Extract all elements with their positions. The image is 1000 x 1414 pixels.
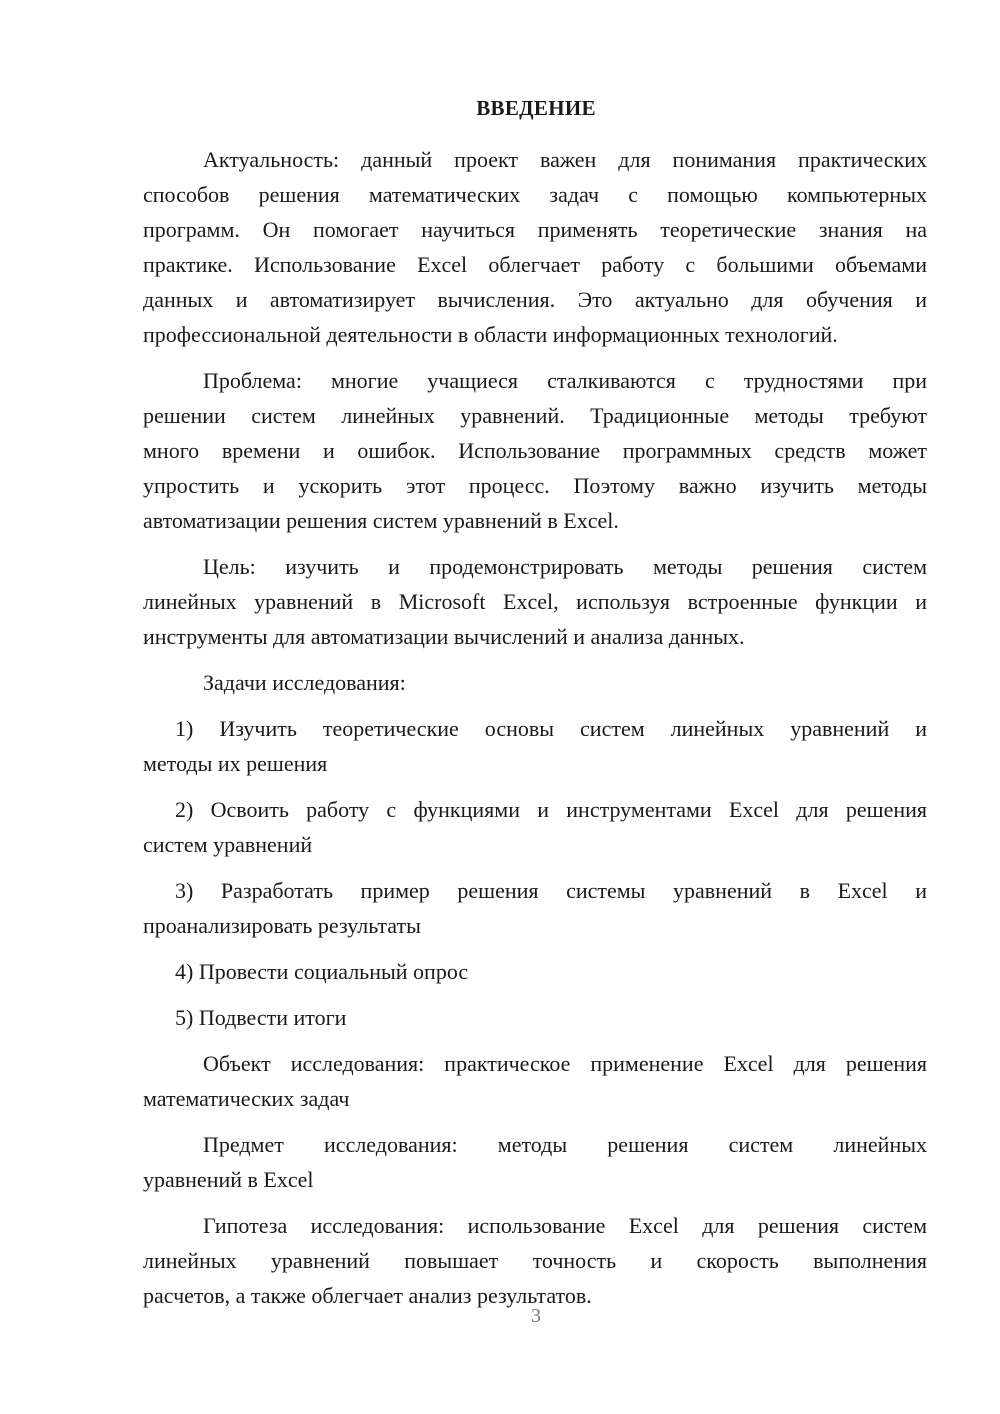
text-line: способов решения математических задач с помощью компьютерных (143, 182, 927, 207)
text-line: расчетов, а также облегчает анализ результатов. (143, 1283, 592, 1308)
page-number: 3 (531, 1305, 541, 1327)
text-line: профессиональной деятельности в области информационных технологий. (143, 322, 838, 347)
text-line: инструменты для автоматизации вычислений и анализа данных. (143, 624, 745, 649)
text-line: 5) Подвести итоги (175, 1005, 347, 1030)
list-item (143, 711, 927, 781)
document-body (143, 142, 927, 1324)
text-line: 3) Разработать пример решения системы уравнений в Excel и (175, 878, 927, 903)
text-line: Задачи исследования: (203, 670, 406, 695)
paragraph (143, 142, 927, 352)
text-line: много времени и ошибок. Использование программных средств может (143, 438, 927, 463)
paragraph (143, 363, 927, 538)
text-line: проанализировать результаты (143, 913, 421, 938)
text-line: линейных уравнений повышает точность и скорость выполнения (143, 1248, 927, 1273)
section-title: ВВЕДЕНИЕ (476, 96, 596, 120)
text-line: упростить и ускорить этот процесс. Поэтому важно изучить методы (143, 473, 927, 498)
text-line: систем уравнений (143, 832, 313, 857)
list-item (143, 954, 927, 989)
list-item (143, 1000, 927, 1035)
text-line: решении систем линейных уравнений. Традиционные методы требуют (143, 403, 927, 428)
list-item (143, 873, 927, 943)
paragraph (143, 1046, 927, 1116)
text-line: программ. Он помогает научиться применять теоретические знания на (143, 217, 927, 242)
text-line: Актуальность: данный проект важен для понимания практических (203, 147, 927, 172)
text-line: 4) Провести социальный опрос (175, 959, 469, 984)
text-line: Объект исследования: практическое применение Excel для решения (203, 1051, 927, 1076)
text-line: Цель: изучить и продемонстрировать методы решения систем (203, 554, 927, 579)
list-item (143, 792, 927, 862)
text-line: практике. Использование Excel облегчает работу с большими объемами (143, 252, 927, 277)
paragraph (143, 549, 927, 654)
text-line: математических задач (143, 1086, 350, 1111)
text-line: методы их решения (143, 751, 328, 776)
paragraph (143, 1127, 927, 1197)
text-line: уравнений в Excel (143, 1167, 314, 1192)
paragraph (143, 665, 927, 700)
text-line: Проблема: многие учащиеся сталкиваются с трудностями при (203, 368, 927, 393)
text-line: данных и автоматизирует вычисления. Это актуально для обучения и (143, 287, 927, 312)
text-line: 1) Изучить теоретические основы систем линейных уравнений и (175, 716, 927, 741)
text-line: 2) Освоить работу с функциями и инструментами Excel для решения (175, 797, 927, 822)
text-line: автоматизации решения систем уравнений в Excel. (143, 508, 619, 533)
text-line: Гипотеза исследования: использование Excel для решения систем (203, 1213, 927, 1238)
text-line: Предмет исследования: методы решения систем линейных (203, 1132, 927, 1157)
text-line: линейных уравнений в Microsoft Excel, используя встроенные функции и (143, 589, 927, 614)
paragraph (143, 1208, 927, 1313)
